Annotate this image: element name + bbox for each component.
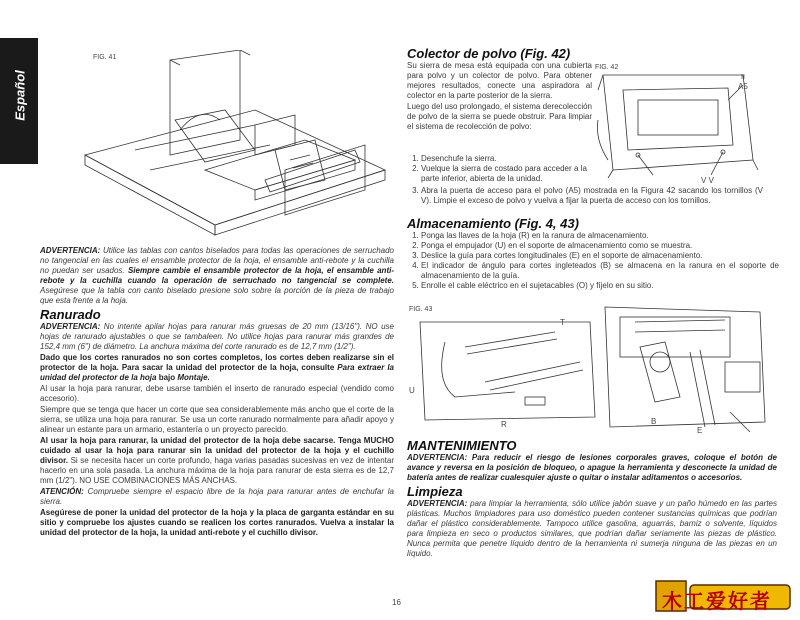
- section-title-limpieza: Limpieza: [407, 484, 463, 499]
- warning-limpieza: ADVERTENCIA: para limpiar la herramienta, sólo utilice jabón suave y un paño húmedo en las partes plásticas. Muchos limpiadores para uso doméstico pueden contener sustancias químicas que podrían dañar el plástico considerablemente. Tampoco utilice gasolina, aguarrás, barniz o solvente, líquidos para limpieza en seco o productos similares, que podrían dañar seriamente las piezas de plástico. Nunca permita que penetre líquido dentro de la herramienta ni sumerja ninguna de las piezas en un líquido.: [407, 499, 777, 558]
- paragraph-dado-4: Al usar la hoja para ranurar, la unidad del protector de la hoja debe sacarse. Tenga MUCHO cuidado al usar la hoja para ranurar sin la unidad del protector de la hoja y el cuchillo divisor. Si se necesita hacer un corte profundo, haga varias pasadas sucesivas en vez de intentar hacerlo en una sola pasada. La anchura máxima de la hoja para ranurar de esta sierra es de 12,7 mm (1/2"). NO USE COMBINACIONES MÁS ANCHAS.: [40, 436, 394, 485]
- paragraph-dado-1: Dado que los cortes ranurados no son cortes completos, los cortes deben realizarse sin el protector de la hoja. Para sacar la unidad del protector de la hoja, consulte Para extraer la unidad del protector de la hoja bajo Montaje.: [40, 353, 395, 382]
- callout-t: T: [560, 318, 565, 327]
- section-title-almacenamiento: Almacenamiento (Fig. 4, 43): [407, 216, 579, 231]
- logo-text: 木工爱好者: [662, 589, 772, 613]
- figure-43-label: FIG. 43: [409, 306, 433, 313]
- almac-step: 5. Enrolle el cable eléctrico en el sujetacables (O) y fíjelo en su sitio.: [421, 281, 779, 291]
- warning-bevel: ADVERTENCIA: Utilice las tablas con cantos biselados para todas las operaciones de serruchado no tangencial en las cuales el ensamble protector de la hoja, el ensamble anti-rebote y la cuchilla no puedan ser usados. Siempre cambie el ensamble protector de la hoja, el ensamble anti-rebote y la cuchilla cuando la operación de serruchado no tangencial se complete. Asegúrese que la tabla con canto biselado presione solo sobre la porción de la pieza de trabajo que esta frente a la hoja.: [40, 246, 394, 305]
- callout-u: U: [409, 386, 415, 395]
- callout-e: E: [697, 426, 703, 435]
- warning-mantenimiento: ADVERTENCIA: Para reducir el riesgo de lesiones corporales graves, coloque el botón de avance y reversa en la posición de bloqueo, o apague la herramienta y desconecte la unidad de batería antes de realizar cualesquier ajuste o quitar o instalar aditamentos o accesorios.: [407, 453, 777, 482]
- table-saw-illustration: [55, 50, 395, 240]
- dust-door-illustration: [593, 60, 765, 185]
- figure-42: [593, 60, 765, 185]
- almac-step: 4. El indicador de ángulo para cortes ingleteados (B) se almacena en la ranura en el soporte de almacenamiento de la guía.: [421, 261, 779, 281]
- almac-step: 1. Ponga las llaves de la hoja (R) en la ranura de almacenamiento.: [421, 231, 779, 241]
- callout-vv: V V: [701, 176, 714, 185]
- callout-a5: A5: [738, 82, 748, 91]
- storage-illustration: [405, 302, 770, 437]
- paragraph-dado-2: Al usar la hoja para ranurar, debe usarse también el inserto de ranurado especial (vendido como accesorio).: [40, 384, 394, 403]
- callout-b: B: [651, 417, 657, 426]
- paragraph-dado-5: Asegúrese de poner la unidad del protector de la hoja y la placa de garganta estándar en su sitio y compruebe los ajustes cuando se realicen los cortes ranurados. Vuelva a instalar la unidad del protector de la hoja, la unidad anti-rebote y el cuchillo divisor.: [40, 508, 394, 537]
- figure-41: [55, 50, 395, 240]
- language-tab: [0, 38, 38, 164]
- section-title-colector: Colector de polvo (Fig. 42): [407, 46, 571, 61]
- almac-step: 3. Deslice la guía para cortes longitudinales (E) en el soporte de almacenamiento.: [421, 251, 779, 261]
- language-tab-label: Español: [12, 70, 28, 121]
- colector-paragraph-2: Luego del uso prolongado, el sistema derecolección de polvo de la sierra se puede obstruir. Para limpiar el sistema de recolección de polvo:: [407, 102, 592, 131]
- section-title-mantenimiento: MANTENIMIENTO: [407, 438, 517, 453]
- left-column: [40, 246, 394, 539]
- callout-r: R: [501, 420, 507, 429]
- colector-paragraph-1: Su sierra de mesa está equipada con una cubierta para polvo y un colector de polvo. Para obtener mejores resultados, conecte una aspiradora al colector en la parte posterior de la sierra.: [407, 61, 592, 100]
- attention-note: ATENCIÓN: Compruebe siempre el espacio libre de la hoja para ranurar antes de enchufar la sierra.: [40, 487, 394, 506]
- colector-step: 1. Desenchufe la sierra.: [421, 154, 587, 164]
- colector-step: 3. Abra la puerta de acceso para el polvo (A5) mostrada en la Figura 42 sacando los tornillos (V V). Limpie el exceso de polvo y vuelva a fijar la puerta de acceso con los tornillos.: [421, 186, 763, 206]
- colector-section: [407, 46, 592, 133]
- figure-41-label: FIG. 41: [93, 54, 117, 61]
- warning-dado: ADVERTENCIA: No intente apilar hojas para ranurar más gruesas de 20 mm (13/16"). NO use hojas de ranurado ajustables o que se tambaleen. No utilice hojas para ranurar más grandes de 152,4 mm (6") de diámetro. La anchura máxima del corte ranurado es de 12,7 mm (1/2").: [40, 322, 394, 351]
- colector-step: 2. Vuelque la sierra de costado para acceder a la parte inferior, abierta de la unidad.: [421, 164, 587, 184]
- almacenamiento-section: [407, 216, 779, 291]
- mantenimiento-section: [407, 438, 777, 560]
- callout-ii: II: [741, 74, 745, 81]
- watermark-logo: [654, 575, 794, 615]
- paragraph-dado-3: Siempre que se tenga que hacer un corte que sea considerablemente más ancho que el corte de la sierra, se utiliza una hoja para ranurar. Se usa un corte ranurado normalmente para añadir apoyo y alinear un estante para un armario, estantería o un proyecto parecido.: [40, 405, 394, 434]
- colector-step-3: [407, 186, 763, 206]
- colector-steps: [407, 154, 587, 184]
- figure-43: [405, 302, 770, 437]
- figure-42-label: FIG. 42: [595, 64, 619, 71]
- page-number: 16: [392, 598, 401, 607]
- almac-step: 2. Ponga el empujador (U) en el soporte de almacenamiento como se muestra.: [421, 241, 779, 251]
- section-title-ranurado: Ranurado: [40, 307, 101, 322]
